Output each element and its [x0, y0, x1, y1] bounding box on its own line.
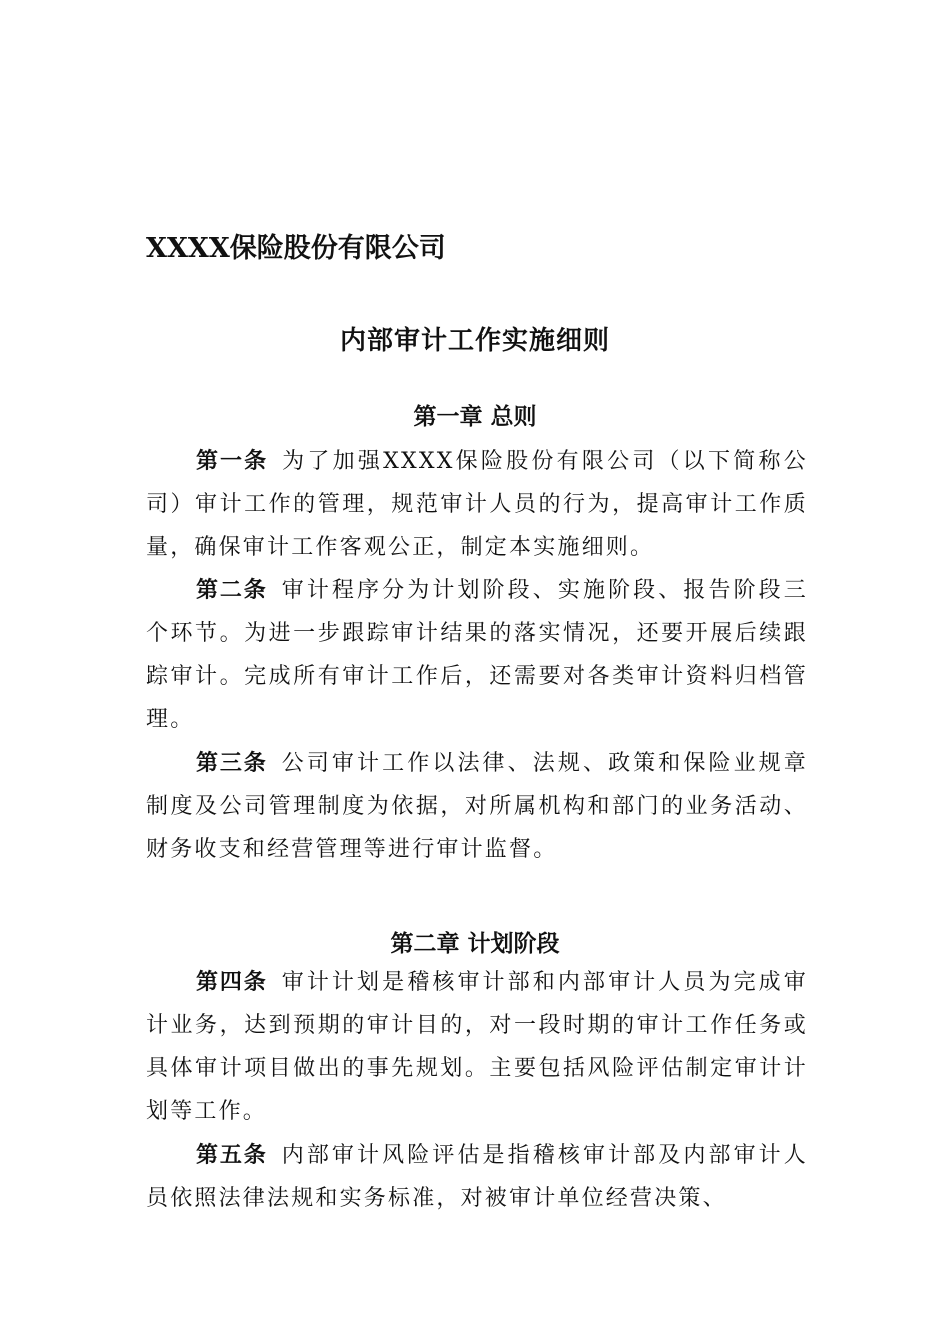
article-2: [146, 569, 808, 741]
chapter-heading-1: 第一章 总则: [413, 403, 537, 430]
article-text: 公司审计工作以法律、法规、政策和保险业规章制度及公司管理制度为依据，对所属机构和部门的业务活动、财务收支和经营管理等进行审计监督。: [146, 751, 808, 862]
company-name: XXXX保险股份有限公司: [146, 233, 446, 264]
article-label: 第一条: [196, 448, 269, 474]
article-label: 第二条: [196, 577, 268, 603]
article-1: [146, 440, 808, 569]
document-title: 内部审计工作实施细则: [339, 326, 610, 356]
article-3: [146, 742, 808, 871]
article-label: 第三条: [196, 750, 268, 776]
chapter-heading-2: 第二章 计划阶段: [390, 930, 560, 957]
article-label: 第四条: [196, 969, 268, 995]
article-text: 内部审计风险评估是指稽核审计部及内部审计人员依照法律法规和实务标准，对被审计单位经营决策、: [146, 1143, 808, 1211]
article-text: 为了加强XXXX保险股份有限公司（以下简称公司）审计工作的管理，规范审计人员的行为，提高审计工作质量，确保审计工作客观公正，制定本实施细则。: [146, 449, 808, 560]
article-text: 审计程序分为计划阶段、实施阶段、报告阶段三个环节。为进一步跟踪审计结果的落实情况，还要开展后续跟踪审计。完成所有审计工作后，还需要对各类审计资料归档管理。: [146, 578, 808, 732]
article-5: [146, 1134, 808, 1220]
article-4: [146, 961, 808, 1133]
article-text: 审计计划是稽核审计部和内部审计人员为完成审计业务，达到预期的审计目的，对一段时期的审计工作任务或具体审计项目做出的事先规划。主要包括风险评估制定审计计划等工作。: [146, 970, 808, 1124]
article-label: 第五条: [196, 1142, 268, 1168]
